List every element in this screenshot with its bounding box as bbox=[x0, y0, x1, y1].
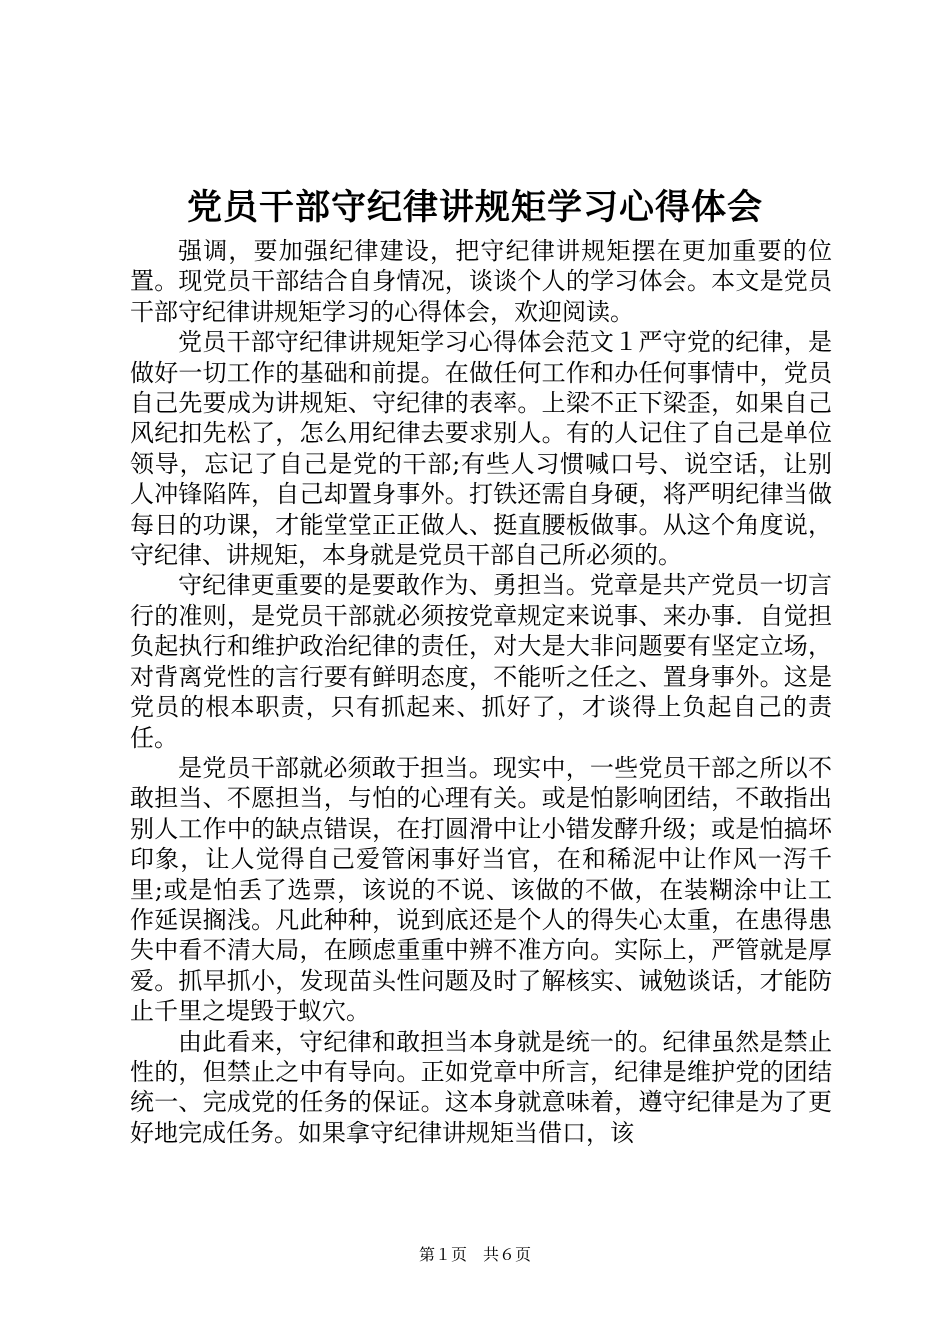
document-title: 党员干部守纪律讲规矩学习心得体会 bbox=[186, 187, 763, 228]
paragraph-1: 强调，要加强纪律建设，把守纪律讲规矩摆在更加重要的位置。现党员干部结合自身情况，谈谈个人的学习体会。本文是党员干部守纪律讲规矩学习的心得体会，欢迎阅读。 bbox=[130, 237, 832, 326]
paragraph-2: 党员干部守纪律讲规矩学习心得体会范文１严守党的纪律，是做好一切工作的基础和前提。在做任何工作和办任何事情中，党员自己先要成为讲规矩、守纪律的表率。上梁不正下梁歪，如果自己风纪扣先松了，怎么用纪律去要求别人。有的人记住了自己是单位领导，忘记了自己是党的干部;有些人习惯喊口号、说空话，让别人冲锋陷阵，自己却置身事外。打铁还需自身硬，将严明纪律当做每日的功课，才能堂堂正正做人、挺直腰板做事。从这个角度说，守纪律、讲规矩，本身就是党员干部自己所必须的。 bbox=[130, 328, 832, 570]
page-footer: 第１页 共６页 bbox=[418, 1245, 531, 1264]
paragraph-3: 守纪律更重要的是要敢作为、勇担当。党章是共产党员一切言行的准则，是党员干部就必须按党章规定来说事、来办事．自觉担负起执行和维护政治纪律的责任，对大是大非问题要有坚定立场，对背离党性的言行要有鲜明态度，不能听之任之、置身事外。这是党员的根本职责，只有抓起来、抓好了，才谈得上负起自己的责任。 bbox=[130, 571, 832, 752]
document-body bbox=[130, 236, 832, 1148]
paragraph-4: 是党员干部就必须敢于担当。现实中，一些党员干部之所以不敢担当、不愿担当，与怕的心理有关。或是怕影响团结，不敢指出别人工作中的缺点错误，在打圆滑中让小错发酵升级；或是怕搞坏印象，让人觉得自己爱管闲事好当官，在和稀泥中让作风一泻千里;或是怕丢了选票，该说的不说、该做的不做，在装糊涂中让工作延误搁浅。凡此种种，说到底还是个人的得失心太重，在患得患失中看不清大局，在顾虑重重中辨不准方向。实际上，严管就是厚爱。抓早抓小，发现苗头性问题及时了解核实、诫勉谈话，才能防止千里之堤毁于蚁穴。 bbox=[130, 753, 832, 1026]
paragraph-5: 由此看来，守纪律和敢担当本身就是统一的。纪律虽然是禁止性的，但禁止之中有导向。正如党章中所言，纪律是维护党的团结统一、完成党的任务的保证。这本身就意味着，遵守纪律是为了更好地完成任务。如果拿守纪律讲规矩当借口，该 bbox=[130, 1027, 832, 1147]
